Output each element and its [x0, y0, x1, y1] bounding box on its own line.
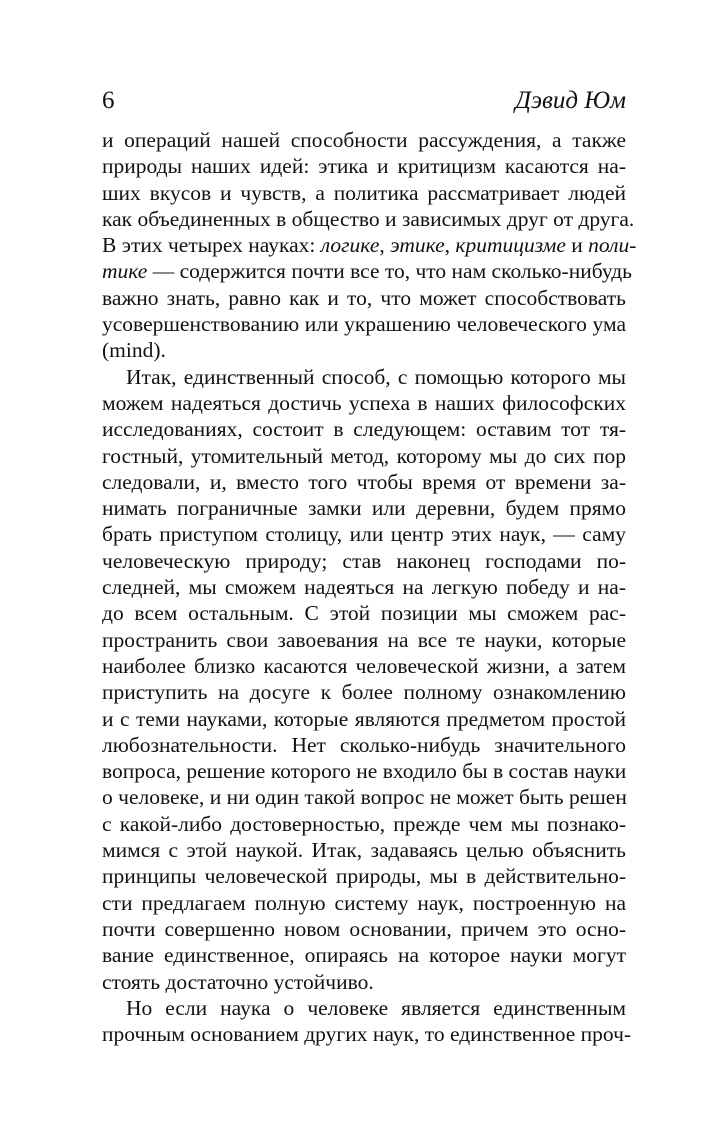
text-segment: брать приступом столицу, или центр этих наук, — саму [102, 522, 626, 547]
page-header [102, 84, 626, 118]
text-line [102, 600, 626, 626]
text-segment: , [379, 233, 391, 258]
text-line [102, 416, 626, 442]
text-segment: нимать пограничные замки или деревни, будем прямо [102, 496, 626, 521]
text-segment: человеческую природу; став наконец господами по- [102, 548, 626, 573]
page-number: 6 [102, 87, 115, 114]
text-segment: пространить свои завоевания на все те науки, которые [102, 627, 626, 652]
text-segment: почти совершенно новом основании, причем это осно- [102, 916, 626, 941]
text-segment: природы наших идей: этика и критицизм касаются на- [102, 154, 626, 179]
text-segment: , [444, 233, 456, 258]
text-segment: исследованиях, состоит в следующем: оставим тот тя- [102, 417, 626, 442]
text-segment: усовершенствованию или украшению человеческого ума [102, 312, 626, 337]
text-segment: мимся с этой наукой. Итак, задаваясь целью объяснить [102, 838, 626, 863]
text-segment: Итак, единственный способ, с помощью которого мы [126, 364, 626, 389]
text-segment: с какой-либо достоверностью, прежде чем мы познако- [102, 811, 626, 836]
text-line [102, 311, 626, 337]
text-segment: вопроса, решение которого не входило бы в состав науки [102, 759, 627, 784]
text-segment: следовали, и, вместо того чтобы время от времени за- [102, 469, 626, 494]
text-line [102, 548, 626, 574]
text-segment: вание единственное, опираясь на которое науки могут [102, 943, 626, 968]
text-line [102, 364, 626, 390]
paragraph [102, 364, 626, 995]
text-line [102, 232, 637, 258]
text-line [102, 863, 626, 889]
text-segment: наиболее близко касаются человеческой жизни, а затем [102, 653, 626, 678]
text-line [102, 153, 626, 179]
text-segment: — содержится почти все то, что нам сколько-нибудь [147, 259, 632, 284]
text-segment: важно знать, равно как и то, что может способствовать [102, 285, 626, 310]
text-segment: о человеке, и ни один такой вопрос не может быть решен [102, 785, 627, 810]
text-line [102, 916, 626, 942]
text-segment: как объединенных в общество и зависимых друг от друга. [102, 206, 635, 231]
text-segment: следней, мы сможем надеяться на легкую победу и на- [102, 575, 626, 600]
text-segment: ших вкусов и чувств, а политика рассматривает людей [102, 180, 626, 205]
text-segment: и операций нашей способности рассуждения, а также [102, 128, 626, 152]
text-line [102, 390, 626, 416]
text-line [102, 443, 626, 469]
text-segment: и с теми науками, которые являются предметом простой [102, 706, 626, 731]
text-segment: можем надеяться достичь успеха в наших философских [102, 390, 626, 415]
italic-term: логике [320, 233, 380, 258]
text-line [102, 758, 626, 784]
text-segment: принципы человеческой природы, мы в действительно- [102, 864, 626, 889]
text-line [102, 574, 626, 600]
text-line [102, 469, 626, 495]
paragraph [102, 127, 637, 364]
italic-term: этике [390, 233, 445, 258]
text-segment: приступить на досуге к более полному ознакомлению [102, 680, 626, 705]
text-line [102, 732, 626, 758]
text-line [102, 1021, 632, 1047]
text-line [102, 969, 626, 995]
italic-term: тике [102, 259, 148, 284]
text-line [102, 521, 626, 547]
italic-term: критицизме [455, 233, 566, 258]
text-line [102, 706, 626, 732]
text-line [102, 285, 626, 311]
text-segment: любознательности. Нет сколько-нибудь значительного [102, 732, 626, 757]
text-line [102, 337, 626, 363]
text-line [102, 206, 635, 232]
text-line [102, 653, 626, 679]
text-line [102, 127, 626, 153]
text-segment: гостный, утомительный метод, которому мы до сих пор [102, 443, 626, 468]
text-line [102, 942, 626, 968]
running-head-author: Дэвид Юм [515, 87, 626, 114]
text-line [102, 679, 626, 705]
text-line [102, 784, 626, 810]
paragraph [102, 995, 632, 1048]
text-segment: (mind). [102, 338, 166, 363]
text-line [102, 180, 626, 206]
text-line [102, 627, 626, 653]
text-line [102, 890, 626, 916]
text-line [102, 995, 626, 1021]
text-segment: прочным основанием других наук, то единственное проч- [102, 1022, 632, 1047]
italic-term: поли- [588, 233, 637, 258]
text-line [102, 495, 626, 521]
text-segment: Но если наука о человеке является единственным [126, 995, 626, 1020]
text-segment: стоять достаточно устойчиво. [102, 969, 374, 994]
text-segment: сти предлагаем полную систему наук, построенную на [102, 890, 626, 915]
text-segment: и [565, 233, 589, 258]
text-line [102, 811, 626, 837]
text-segment: до всем остальным. С этой позиции мы сможем рас- [102, 601, 626, 626]
text-line [102, 258, 632, 284]
text-segment: В этих четырех науках: [102, 233, 321, 258]
text-line [102, 837, 626, 863]
body-text [102, 127, 637, 1047]
